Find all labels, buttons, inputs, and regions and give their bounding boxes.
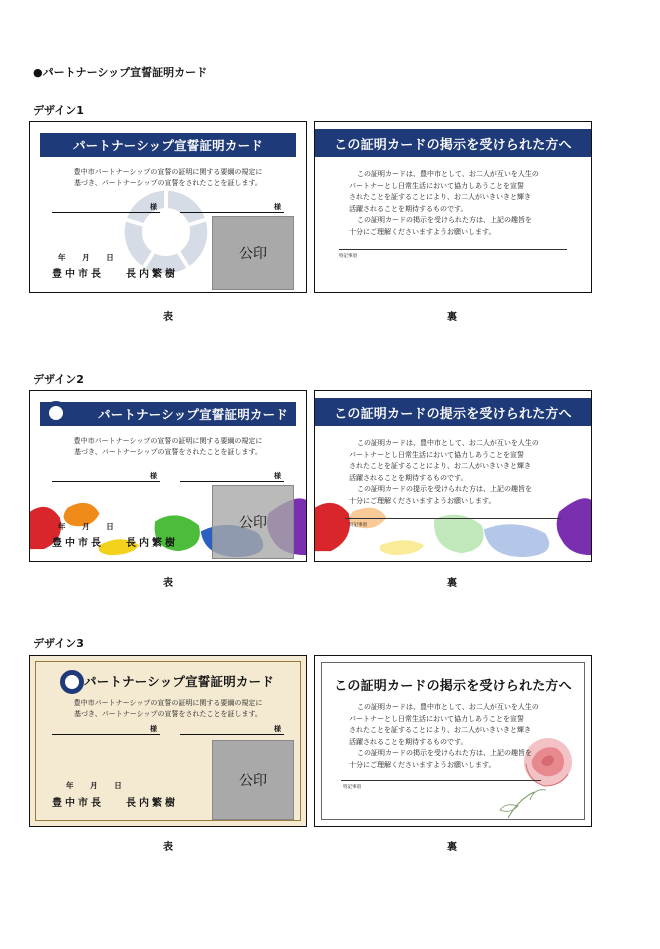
certification-text: 豊中市パートナーシップの宣誓の証明に関する要綱の規定に 基づき、パートナーシップの宣誓をされたことを証します。	[73, 699, 263, 718]
back-title: この証明カードの掲示を受けられた方へ	[334, 678, 572, 694]
design-3-front-caption: 表	[163, 842, 173, 853]
design-2-front-caption: 表	[163, 578, 173, 589]
official-seal-box: 公印	[212, 485, 294, 559]
certification-text: 豊中市パートナーシップの宣誓の証明に関する要綱の規定に 基づき、パートナーシップの宣誓をされたことを証します。	[73, 168, 263, 187]
design-2-front-card	[29, 390, 307, 562]
design-3-back-card	[314, 655, 592, 827]
back-rule	[339, 249, 567, 250]
section-title-design-3: デザイン3	[33, 637, 84, 650]
emblem-ring-icon	[60, 670, 84, 694]
design-2-back-caption: 裏	[447, 578, 457, 589]
sama-label-2: 様	[274, 472, 281, 480]
design-1-front-caption: 表	[163, 312, 173, 323]
issue-date: 年 月 日	[58, 522, 115, 531]
back-body-text: この証明カードは、豊中市として、お二人が互いを人生の パートナーとし日常生活において協力しあうことを宣誓 されたことを証することにより、お二人がいきいきと輝き 活躍されることを期待するものです。 この証明カードの掲示を受けられた方は、上記の趣旨を 十分にご理解くださいますようお願いします。	[349, 170, 539, 236]
page-title: ●パートナーシップ宣誓証明カード	[33, 66, 208, 79]
sama-label-1: 様	[150, 472, 157, 480]
sama-label-1: 様	[150, 203, 157, 211]
name-line-2	[180, 734, 284, 735]
card-title-banner: パートナーシップ宣誓証明カード	[40, 133, 296, 157]
sama-label-2: 様	[274, 725, 281, 733]
mayor-signature: 豊中市長 長内繁樹	[52, 538, 178, 549]
mayor-signature: 豊中市長 長内繁樹	[52, 798, 178, 809]
design-1-back-card	[314, 121, 592, 293]
back-title-banner: この証明カードの掲示を受けられた方へ	[315, 129, 591, 157]
section-title-design-1: デザイン1	[33, 104, 84, 117]
emblem-ring-icon	[44, 401, 68, 425]
back-rule	[341, 780, 541, 781]
design-3-front-card	[29, 655, 307, 827]
official-seal-box: 公印	[212, 740, 294, 820]
special-notes-label: 特記事項	[339, 254, 357, 259]
official-seal-box: 公印	[212, 216, 294, 290]
card-title: パートナーシップ宣誓証明カード	[84, 674, 275, 689]
sama-label-2: 様	[274, 203, 281, 211]
design-3-back-caption: 裏	[447, 842, 457, 853]
issue-date: 年 月 日	[58, 253, 115, 262]
issue-date: 年 月 日	[66, 781, 123, 790]
name-line-1	[52, 481, 160, 482]
design-2-back-card	[314, 390, 592, 562]
name-line-2	[180, 481, 284, 482]
sama-label-1: 様	[150, 725, 157, 733]
section-title-design-2: デザイン2	[33, 373, 84, 386]
name-line-1	[52, 212, 160, 213]
card-title-banner: パートナーシップ宣誓証明カード	[40, 402, 296, 426]
back-body-text: この証明カードは、豊中市として、お二人が互いを人生の パートナーとし日常生活において協力しあうことを宣誓 されたことを証することにより、お二人がいきいきと輝き 活躍されることを期待するものです。 この証明カードの掲示を受けられた方は、上記の趣旨を 十分にご理解くださいますようお願いします。	[349, 703, 539, 769]
back-rule	[345, 518, 561, 519]
name-line-1	[52, 734, 160, 735]
name-line-2	[180, 212, 284, 213]
special-notes-label: 特記事項	[349, 523, 367, 528]
certification-text: 豊中市パートナーシップの宣誓の証明に関する要綱の規定に 基づき、パートナーシップの宣誓をされたことを証します。	[73, 437, 263, 456]
back-title-banner: この証明カードの提示を受けられた方へ	[315, 398, 591, 426]
mayor-signature: 豊中市長 長内繁樹	[52, 269, 178, 280]
back-body-text: この証明カードは、豊中市として、お二人が互いを人生の パートナーとし日常生活において協力しあうことを宣誓 されたことを証することにより、お二人がいきいきと輝き 活躍されることを期待するものです。 この証明カードの提示を受けられた方は、上記の趣旨を 十分にご理解くださいますようお願いします。	[349, 439, 539, 505]
special-notes-label: 特記事項	[343, 785, 361, 790]
design-1-front-card	[29, 121, 307, 293]
design-1-back-caption: 裏	[447, 312, 457, 323]
